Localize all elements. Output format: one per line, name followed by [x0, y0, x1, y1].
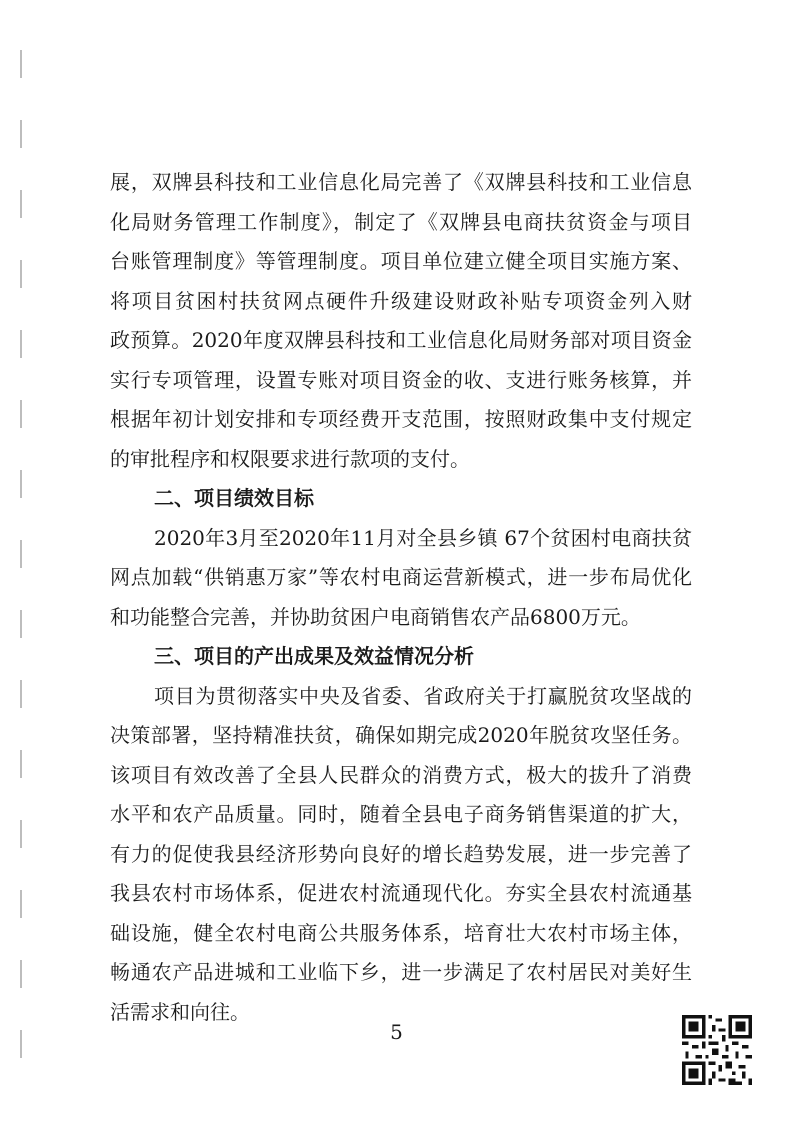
text-line: 项目为贯彻落实中央及省委、省政府关于打赢脱贫攻坚战的 — [154, 683, 692, 708]
text-line: 展，双牌县科技和工业信息化局完善了《双牌县科技和工业信息 — [110, 170, 692, 194]
text-line: 网点加载“供销惠万家”等农村电商运营新模式，进一步布局优化 — [110, 565, 692, 589]
text-line: 的审批程序和权限要求进行款项的支付。 — [110, 446, 470, 471]
qr-code-icon — [682, 1015, 752, 1085]
text-line: 水平和农产品质量。同时，随着全县电子商务销售渠道的扩大， — [110, 802, 692, 826]
text-line: 我县农村市场体系，促进农村流通现代化。夯实全县农村流通基 — [110, 881, 692, 905]
text-line: 础设施，健全农村电商公共服务体系，培育壮大农村市场主体， — [110, 920, 692, 945]
binding-edge-marks — [20, 50, 24, 1110]
text-line: 根据年初计划安排和专项经费开支范围，按照财政集中支付规定 — [110, 407, 692, 431]
text-line: 活需求和向往。 — [110, 999, 250, 1024]
section-heading-performance-goals: 二、项目绩效目标 — [154, 486, 314, 510]
text-line: 政预算。2020年度双牌县科技和工业信息化局财务部对项目资金 — [110, 328, 692, 352]
text-line: 化局财务管理工作制度》，制定了《双牌县电商扶贫资金与项目 — [110, 209, 692, 234]
paragraph-performance-goals — [110, 519, 692, 638]
text-line: 2020年3月至2020年11月对全县乡镇 67个贫困村电商扶贫 — [154, 525, 692, 550]
page-number: 5 — [390, 1020, 403, 1044]
paragraph-financial-management — [110, 163, 692, 479]
text-line: 有力的促使我县经济形势向良好的增长趋势发展，进一步完善了 — [110, 841, 692, 866]
document-body — [110, 163, 692, 1032]
text-line: 将项目贫困村扶贫网点硬件升级建设财政补贴专项资金列入财 — [110, 288, 692, 313]
text-line: 决策部署，坚持精准扶贫，确保如期完成2020年脱贫攻坚任务。 — [110, 723, 692, 747]
text-line: 台账管理制度》等管理制度。项目单位建立健全项目实施方案、 — [110, 249, 692, 273]
text-line: 畅通农产品进城和工业临下乡，进一步满足了农村居民对美好生 — [110, 960, 692, 984]
text-line: 该项目有效改善了全县人民群众的消费方式，极大的拔升了消费 — [110, 762, 692, 787]
section-heading-output-analysis: 三、项目的产出成果及效益情况分析 — [154, 644, 474, 668]
paragraph-output-analysis — [110, 677, 692, 1033]
text-line: 实行专项管理，设置专账对项目资金的收、支进行账务核算，并 — [110, 367, 692, 392]
text-line: 和功能整合完善，并协助贫困户电商销售农产品6800万元。 — [110, 604, 641, 629]
